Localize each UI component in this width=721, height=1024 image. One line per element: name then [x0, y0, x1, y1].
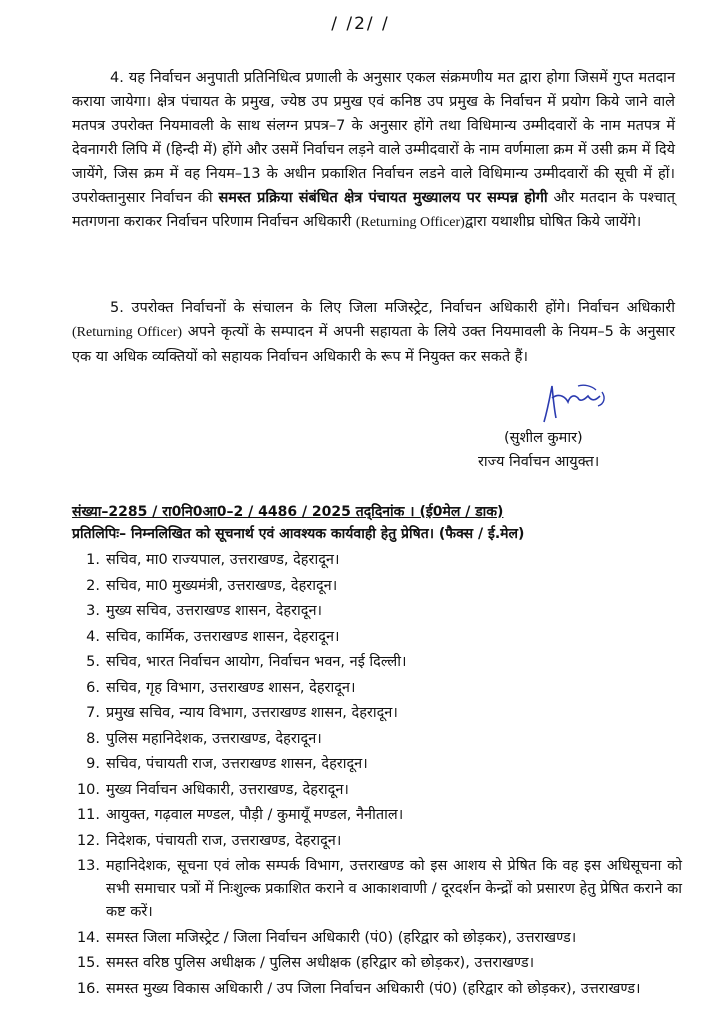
paragraph-5	[72, 296, 675, 369]
reference-number: संख्या–2285 / रा0नि0आ0–2 / 4486 / 2025 तद्‌दिनांक । (ई0मेल / डाक)	[72, 504, 504, 520]
list-item: 8. पुलिस महानिदेशक, उत्तराखण्ड, देहरादून।	[86, 730, 322, 747]
list-item: 14. समस्त जिला मजिस्ट्रेट / जिला निर्वाचन अधिकारी (पं0) (हरिद्वार को छोड़कर), उत्तराखण्ड।	[76, 929, 577, 946]
paragraph-4	[72, 66, 675, 235]
signer-designation: राज्य निर्वाचन आयुक्त।	[478, 454, 600, 470]
list-item: 10. मुख्य निर्वाचन अधिकारी, उत्तराखण्ड, देहरादून।	[76, 781, 349, 798]
list-item: 4. सचिव, कार्मिक, उत्तराखण्ड शासन, देहरादून।	[86, 628, 340, 645]
handwritten-signature	[538, 378, 618, 428]
paragraph-4-text-b: और मतदान के पश्चात् मतगणना कराकर निर्वाचन परिणाम निर्वाचन अधिकारी	[72, 190, 676, 230]
paragraph-4-returning-officer: (Returning Officer)	[355, 215, 465, 230]
list-item: 12. निदेशक, पंचायती राज, उत्तराखण्ड, देहरादून।	[76, 832, 342, 849]
list-item: 15. समस्त वरिष्ठ पुलिस अधीक्षक / पुलिस अधीक्षक (हरिद्वार को छोड़कर), उत्तराखण्ड।	[76, 955, 535, 971]
list-item: 13. महानिदेशक, सूचना एवं लोक सम्पर्क विभाग, उत्तराखण्ड को इस आशय से प्रेषित कि वह इस अधिसूचना को सभी समाचार पत्रों में निःशुल्क प्रकाशित कराने व आकाशवाणी / दूरदर्शन केन्द्रों को प्रसारण हेतु प्रेषित कराने का कष्ट करें।	[76, 858, 682, 920]
list-item: 9. सचिव, पंचायती राज, उत्तराखण्ड शासन, देहरादून।	[86, 756, 368, 772]
signer-name: (सुशील कुमार)	[504, 430, 583, 446]
list-item: 7. प्रमुख सचिव, न्याय विभाग, उत्तराखण्ड शासन, देहरादून।	[86, 705, 398, 721]
list-item: 5. सचिव, भारत निर्वाचन आयोग, निर्वाचन भवन, नई दिल्ली।	[86, 654, 407, 670]
paragraph-4-text-a: 4. यह निर्वाचन अनुपाती प्रतिनिधित्व प्रणाली के अनुसार एकल संक्रमणीय मत द्वारा होगा जिसमें गुप्त मतदान कराया जायेगा। क्षेत्र पंचायत के प्रमुख, ज्येष्ठ उप प्रमुख एवं कनिष्ठ उप प्रमुख के निर्वाचन में प्रयोग किये जाने वाले मतपत्र उपरोक्त नियमावली के साथ संलग्न प्रपत्र–7 के अनुसार होंगे तथा विधिमान्य उम्मीदवारों के नाम मतपत्र में देवनागरी लिपि में (हिन्दी में) होंगे और उसमें निर्वाचन लड़ने वाले उम्मीदवारों के नाम वर्णमाला क्रम में उसी क्रम में दिये जायेंगे, जिस क्रम में वह नियम–13 के अधीन प्रकाशित निर्वाचन लडने वाले विधिमान्य उम्मीदवारों की सूची में हों। उपरोक्तानुसार निर्वाचन की	[72, 70, 675, 206]
paragraph-4-bold-text: समस्त प्रक्रिया संबंधित क्षेत्र पंचायत मुख्यालय पर सम्पन्न होगी	[218, 190, 548, 206]
paragraph-4-text-c: द्वारा यथाशीघ्र घोषित किये जायेंगे।	[464, 214, 642, 230]
list-item: 1. सचिव, मा0 राज्यपाल, उत्तराखण्ड, देहरादून।	[86, 552, 340, 568]
copy-intro: प्रतिलिपिः– निम्नलिखित को सूचनार्थ एवं आवश्यक कार्यवाही हेतु प्रेषित। (फैक्स / ई.मेल)	[72, 526, 525, 542]
signer-block	[478, 426, 678, 474]
list-item: 11. आयुक्त, गढ़वाल मण्डल, पौड़ी / कुमायूँ मण्डल, नैनीताल।	[76, 807, 404, 823]
list-item: 2. सचिव, मा0 मुख्यमंत्री, उत्तराखण्ड, देहरादून।	[86, 577, 338, 594]
paragraph-5-text-a: 5. उपरोक्त निर्वाचनों के संचालन के लिए जिला मजिस्ट्रेट, निर्वाचन अधिकारी होंगे। निर्वाचन अधिकारी	[110, 300, 675, 316]
list-item: 16. समस्त मुख्य विकास अधिकारी / उप जिला निर्वाचन अधिकारी (पं0) (हरिद्वार को छोड़कर), उत्तराखण्ड।	[76, 980, 641, 997]
page-number: / /2/ /	[331, 14, 390, 34]
paragraph-5-returning-officer: (Returning Officer)	[72, 325, 183, 340]
list-item: 3. मुख्य सचिव, उत्तराखण्ड शासन, देहरादून।	[86, 603, 322, 619]
list-item: 6. सचिव, गृह विभाग, उत्तराखण्ड शासन, देहरादून।	[86, 679, 356, 696]
copy-to-list	[72, 549, 692, 1003]
paragraph-5-text-b: अपने कृत्यों के सम्पादन में अपनी सहायता के लिये उक्त नियमावली के नियम–5 के अनुसार एक या अधिक व्यक्तियों को सहायक निर्वाचन अधिकारी के रूप में नियुक्त कर सकते हैं।	[72, 324, 675, 365]
